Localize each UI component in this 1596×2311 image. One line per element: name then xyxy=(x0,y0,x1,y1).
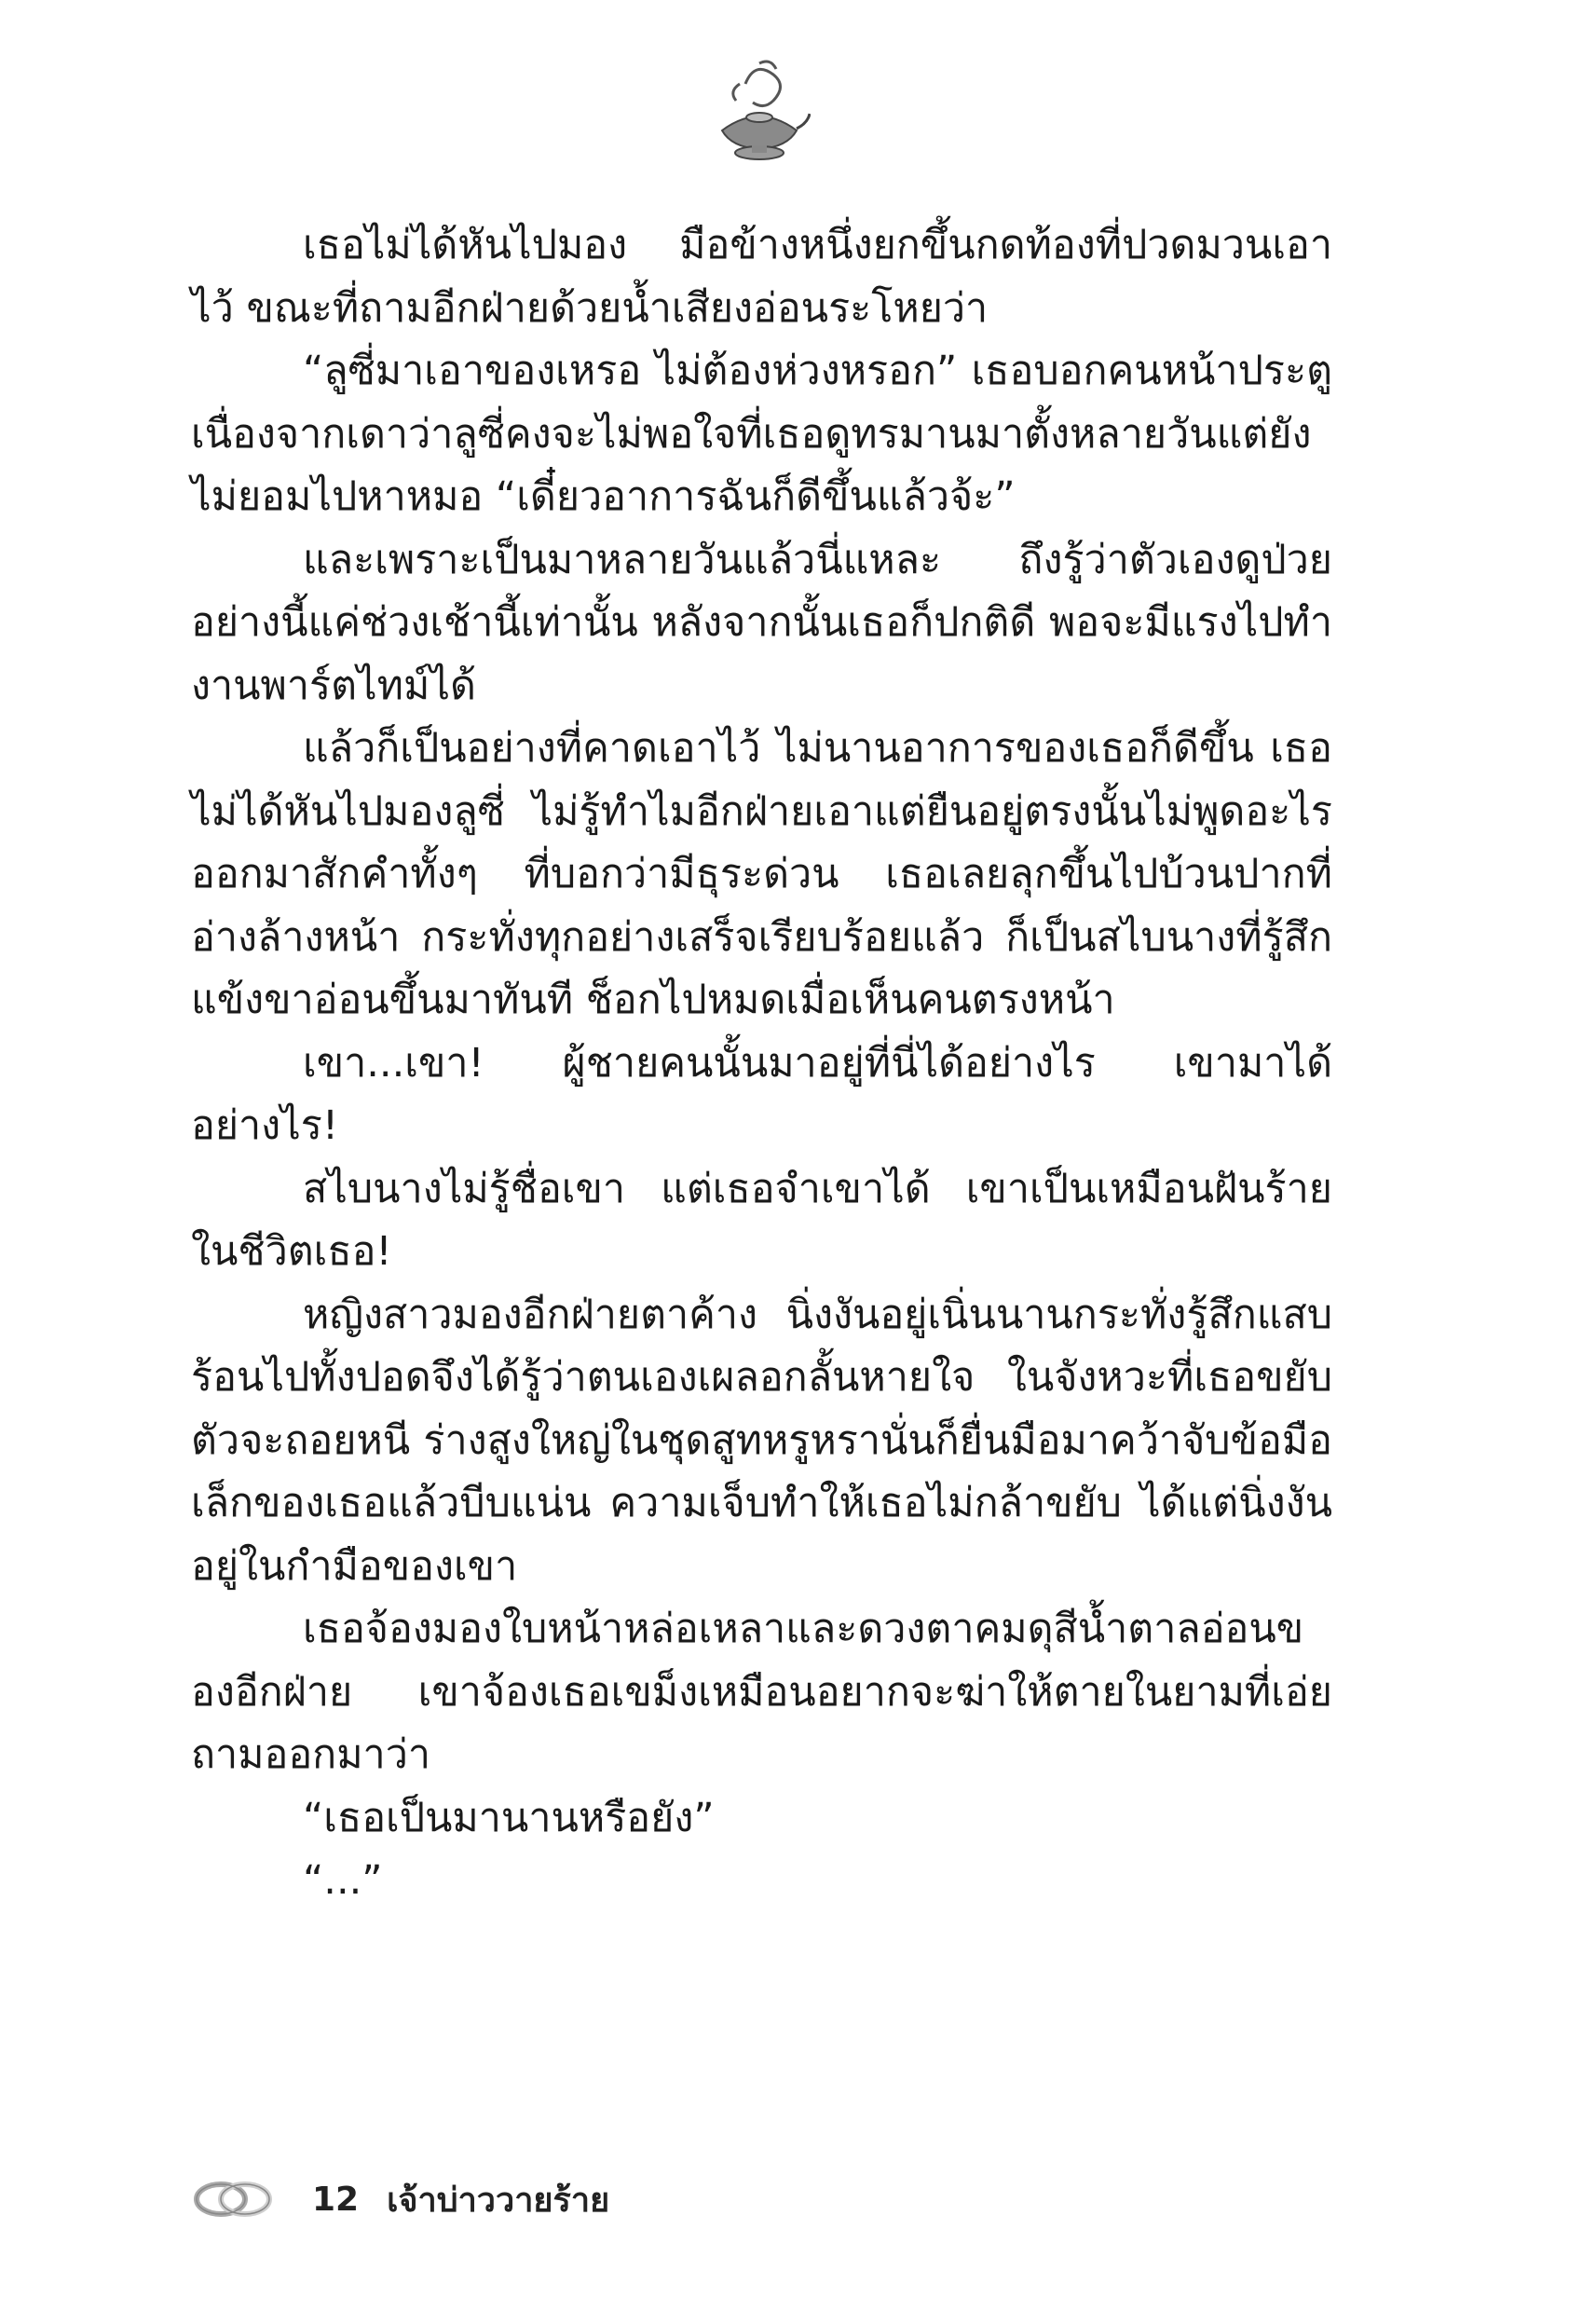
paragraph: “เธอเป็นมานานหรือยัง” xyxy=(303,1794,715,1841)
paragraph: และเพราะเป็นมาหลายวันแล้วนี่แหละ ถึงรู้ว่าตัวเองดูป่วยอย่างนี้แค่ช่วงเช้านี้เท่านั้น หลังจากนั้นเธอก็ปกติดี พอจะมีแรงไปทำงานพาร์ตไทม์ได้ xyxy=(191,536,1332,709)
paragraph: สไบนางไม่รู้ชื่อเขา แต่เธอจำเขาได้ เขาเป็นเหมือนฝันร้ายในชีวิตเธอ! xyxy=(191,1165,1332,1275)
page-footer xyxy=(191,2171,609,2227)
interlocking-rings-icon xyxy=(191,2179,275,2220)
book-title: เจ้าบ่าววายร้าย xyxy=(387,2181,610,2220)
paragraph: แล้วก็เป็นอย่างที่คาดเอาไว้ ไม่นานอาการของเธอก็ดีขึ้น เธอไม่ได้หันไปมองลูซี่ ไม่รู้ทำไมอีกฝ่ายเอาแต่ยืนอยู่ตรงนั้นไม่พูดอะไรออกมาสักคำทั้งๆ ที่บอกว่ามีธุระด่วน เธอเลยลุกขึ้นไปบ้วนปากที่อ่างล้างหน้า กระทั่งทุกอย่างเสร็จเรียบร้อยแล้ว ก็เป็นสไบนางที่รู้สึกแข้งขาอ่อนขึ้นมาทันที ช็อกไปหมดเมื่อเห็นคนตรงหน้า xyxy=(191,725,1332,1023)
paragraph: “...” xyxy=(303,1857,383,1904)
paragraph: เธอจ้องมองใบหน้าหล่อเหลาและดวงตาคมดุสีน้ำตาลอ่อนของอีกฝ่าย เขาจ้องเธอเขม็งเหมือนอยากจะฆ่าให้ตายในยามที่เอ่ยถามออกมาว่า xyxy=(191,1606,1332,1778)
paragraph: หญิงสาวมองอีกฝ่ายตาค้าง นิ่งงันอยู่เนิ่นนานกระทั่งรู้สึกแสบร้อนไปทั้งปอดจึงได้รู้ว่าตนเองเผลอกลั้นหายใจ ในจังหวะที่เธอขยับตัวจะถอยหนี ร่างสูงใหญ่ในชุดสูทหรูหรานั่นก็ยื่นมือมาคว้าจับข้อมือเล็กของเธอแล้วบีบแน่น ความเจ็บทำให้เธอไม่กล้าขยับ ได้แต่นิ่งงันอยู่ในกำมือของเขา xyxy=(191,1291,1332,1590)
magic-lamp-icon xyxy=(708,56,811,168)
paragraph: เธอไม่ได้หันไปมอง มือข้างหนึ่งยกขึ้นกดท้องที่ปวดมวนเอาไว้ ขณะที่ถามอีกฝ่ายด้วยน้ำเสียงอ่อนระโหยว่า xyxy=(191,222,1332,332)
page-number: 12 xyxy=(312,2180,360,2219)
body-text xyxy=(191,214,1332,1913)
paragraph: “ลูซี่มาเอาของเหรอ ไม่ต้องห่วงหรอก” เธอบอกคนหน้าประตูเนื่องจากเดาว่าลูซี่คงจะไม่พอใจที่เธอดูทรมานมาตั้งหลายวันแต่ยังไม่ยอมไปหาหมอ “เดี๋ยวอาการฉันก็ดีขึ้นแล้วจ้ะ” xyxy=(191,348,1332,520)
paragraph: เขา...เขา! ผู้ชายคนนั้นมาอยู่ที่นี่ได้อย่างไร เขามาได้อย่างไร! xyxy=(191,1039,1332,1149)
